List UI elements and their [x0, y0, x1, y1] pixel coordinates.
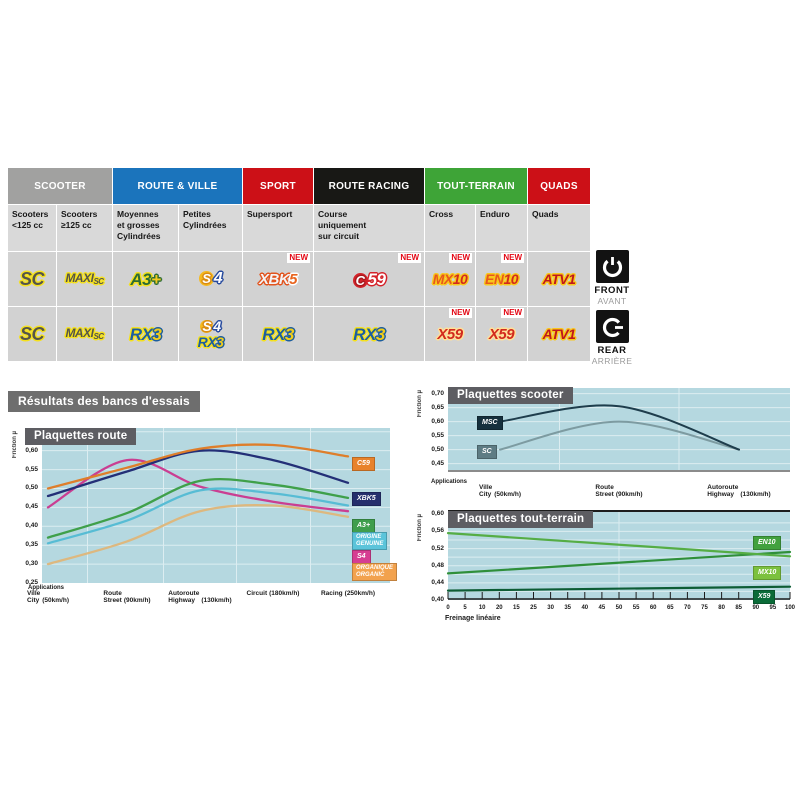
- y-tick-label: 0,35: [25, 541, 38, 549]
- x-category-label: Route Street (90km/h): [103, 590, 151, 605]
- product-logo-x59: X59: [488, 325, 515, 343]
- product-cell-rear: [57, 307, 112, 361]
- subheader-cell: Quads: [528, 205, 590, 251]
- x-axis-title-scooter: Applications: [431, 479, 468, 485]
- chart-title-scooter: Plaquettes scooter: [448, 387, 573, 404]
- legend-badge-ORGANIQUE ORGANIC: ORGANIQUE ORGANIC: [352, 563, 397, 581]
- rear-brake-disc-icon: [596, 310, 629, 343]
- legend-badge-MSC: MSC: [477, 416, 503, 430]
- y-tick-label: 0,50: [25, 484, 38, 492]
- product-logo-rx3: RX3: [129, 324, 162, 344]
- x-category-label: Route Street (90km/h): [595, 484, 643, 499]
- category-header-route-ville: ROUTE & VILLE: [113, 168, 242, 204]
- category-header-sport: SPORT: [243, 168, 313, 204]
- product-logo-s4: S 4: [199, 271, 222, 287]
- product-cell-rear: [425, 307, 475, 361]
- product-cell-front: [113, 252, 178, 306]
- subheader-cell: Moyennes et grosses Cylindrées: [113, 205, 178, 251]
- x-tick-label: 75: [701, 605, 708, 611]
- x-tick-label: 45: [598, 605, 606, 611]
- x-category-label: Ville City (50km/h): [479, 484, 521, 499]
- legend-badge-XBK5: XBK5: [352, 492, 381, 506]
- front-position-indicator: [590, 250, 634, 306]
- x-tick-label: 80: [718, 605, 725, 611]
- y-tick-label: 0,60: [25, 446, 38, 454]
- product-cell-front: [528, 252, 590, 306]
- chart-title-tout-terrain: Plaquettes tout-terrain: [448, 511, 593, 528]
- x-category-label: Autoroute Highway (130km/h): [707, 484, 771, 499]
- product-logo-en10: EN10: [484, 271, 519, 287]
- product-cell-rear: [113, 307, 178, 361]
- product-cell-front: [179, 252, 242, 306]
- new-badge: NEW: [503, 253, 522, 262]
- product-logo-sc: SC: [19, 324, 44, 344]
- product-logo-c59: C 59: [353, 271, 386, 288]
- product-logo-s4: S 4: [200, 319, 220, 333]
- subheader-cell: Course uniquement sur circuit: [314, 205, 424, 251]
- x-axis-title-route: Applications: [28, 585, 65, 591]
- product-cell-front: [243, 252, 313, 306]
- x-tick-label: 15: [513, 605, 520, 611]
- subheader-cell: Cross: [425, 205, 475, 251]
- legend-badge-EN10: EN10: [753, 536, 781, 550]
- product-logo-sc: SC: [19, 269, 44, 289]
- x-tick-label: 55: [632, 605, 640, 611]
- product-cell-front: [8, 252, 56, 306]
- x-tick-label: 35: [564, 605, 572, 611]
- x-tick-label: 90: [752, 605, 760, 611]
- product-cell-rear: [179, 307, 242, 361]
- x-tick-label: 100: [784, 605, 796, 611]
- new-badge: NEW: [451, 253, 470, 262]
- x-axis-title-tout-terrain: Freinage linéaire: [445, 615, 501, 622]
- y-tick-label: 0,25: [25, 579, 38, 586]
- category-header-quads: QUADS: [528, 168, 590, 204]
- chart-plaquettes-route: [8, 420, 400, 625]
- x-tick-label: 30: [547, 605, 554, 611]
- product-cell-front: [476, 252, 527, 306]
- product-cell-front: [314, 252, 424, 306]
- results-section-title: Résultats des bancs d'essais: [8, 391, 200, 412]
- x-tick-label: 60: [649, 605, 657, 611]
- y-axis-title-tout-terrain: Friction µ: [417, 514, 423, 542]
- y-tick-label: 0,52: [431, 544, 444, 552]
- legend-badge-MX10: MX10: [753, 566, 781, 580]
- category-header-route-racing: ROUTE RACING: [314, 168, 424, 204]
- legend-badge-A3+: A3+: [352, 519, 375, 533]
- legend-badge-X59: X59: [753, 590, 775, 604]
- product-logo-xbk5: XBK5: [258, 270, 297, 288]
- x-tick-label: 40: [581, 605, 589, 611]
- chart-title-route: Plaquettes route: [25, 428, 136, 445]
- y-tick-label: 0,50: [431, 445, 444, 453]
- product-cell-rear: [476, 307, 527, 361]
- new-badge: NEW: [289, 253, 308, 262]
- y-tick-label: 0,60: [431, 417, 444, 425]
- product-logo-a3: A3+: [130, 269, 161, 289]
- subheader-cell: Enduro: [476, 205, 527, 251]
- product-logo-rx3: RX3: [197, 334, 224, 350]
- new-badge: NEW: [400, 253, 419, 262]
- product-logo-maxisc: MAXISC: [65, 326, 104, 341]
- legend-badge-ORIGINE GENUINE: ORIGINE GENUINE: [352, 532, 387, 550]
- x-category-label: Ville City (50km/h): [27, 590, 69, 605]
- legend-badge-C59: C59: [352, 457, 375, 471]
- subheader-cell: Scooters ≥125 cc: [57, 205, 112, 251]
- y-tick-label: 0,55: [25, 465, 38, 473]
- x-category-label: Autoroute Highway (130km/h): [168, 590, 232, 605]
- rear-position-indicator: [590, 310, 634, 366]
- y-tick-label: 0,45: [431, 459, 444, 467]
- product-logo-maxisc: MAXISC: [65, 271, 104, 286]
- y-tick-label: 0,40: [431, 596, 444, 603]
- y-axis-title-scooter: Friction µ: [417, 390, 423, 418]
- product-cell-front: [425, 252, 475, 306]
- product-cell-front: [57, 252, 112, 306]
- x-tick-label: 0: [446, 605, 450, 611]
- product-cell-rear: [243, 307, 313, 361]
- new-badge: NEW: [503, 308, 522, 317]
- new-badge: NEW: [451, 308, 470, 317]
- chart-plaquettes-tout-terrain: [415, 505, 800, 640]
- x-tick-label: 10: [478, 605, 486, 611]
- avant-label: AVANT: [597, 296, 627, 306]
- subheader-cell: Scooters <125 cc: [8, 205, 56, 251]
- x-tick-label: 65: [666, 605, 674, 611]
- arriere-label: ARRIÈRE: [591, 356, 633, 366]
- y-tick-label: 0,44: [431, 578, 444, 586]
- x-tick-label: 5: [463, 605, 467, 611]
- y-tick-label: 0,56: [431, 527, 444, 535]
- y-tick-label: 0,60: [431, 510, 444, 518]
- legend-badge-S4: S4: [352, 550, 371, 564]
- product-cell-rear: [528, 307, 590, 361]
- chart-plaquettes-scooter: [415, 383, 800, 508]
- x-tick-label: 95: [769, 605, 777, 611]
- y-tick-label: 0,30: [25, 560, 38, 568]
- y-axis-title-route: Friction µ: [12, 431, 18, 459]
- product-cell-rear: [314, 307, 424, 361]
- product-logo-mx10: MX10: [432, 271, 468, 287]
- product-logo-rx3: RX3: [353, 324, 385, 344]
- x-category-label: Circuit (180km/h): [246, 590, 300, 597]
- category-header-scooter: SCOOTER: [8, 168, 112, 204]
- x-tick-label: 85: [735, 605, 743, 611]
- y-tick-label: 0,55: [431, 431, 444, 439]
- product-logo-atv1: ATV1: [542, 271, 576, 287]
- y-tick-label: 0,70: [431, 389, 444, 397]
- y-tick-label: 0,45: [25, 503, 38, 511]
- front-brake-disc-icon: [596, 250, 629, 283]
- product-logo-rx3: RX3: [262, 324, 294, 344]
- legend-badge-SC: SC: [477, 445, 497, 459]
- x-category-label: Racing (250km/h): [320, 590, 376, 597]
- product-logo-x59: X59: [437, 325, 463, 343]
- plot-route: [42, 428, 390, 583]
- rear-label: REAR: [597, 345, 627, 356]
- product-cell-rear: [8, 307, 56, 361]
- subheader-cell: Petites Cylindrées: [179, 205, 242, 251]
- product-table: [8, 168, 590, 361]
- x-tick-label: 50: [615, 605, 623, 611]
- category-header-tout-terrain: TOUT-TERRAIN: [425, 168, 527, 204]
- x-tick-label: 20: [495, 605, 503, 611]
- subheader-cell: Supersport: [243, 205, 313, 251]
- x-tick-label: 70: [684, 605, 691, 611]
- y-tick-label: 0,40: [25, 522, 38, 530]
- y-tick-label: 0,48: [431, 561, 444, 569]
- y-tick-label: 0,65: [431, 403, 444, 411]
- front-label: FRONT: [594, 285, 630, 296]
- product-logo-atv1: ATV1: [542, 326, 576, 342]
- x-tick-label: 25: [530, 605, 537, 611]
